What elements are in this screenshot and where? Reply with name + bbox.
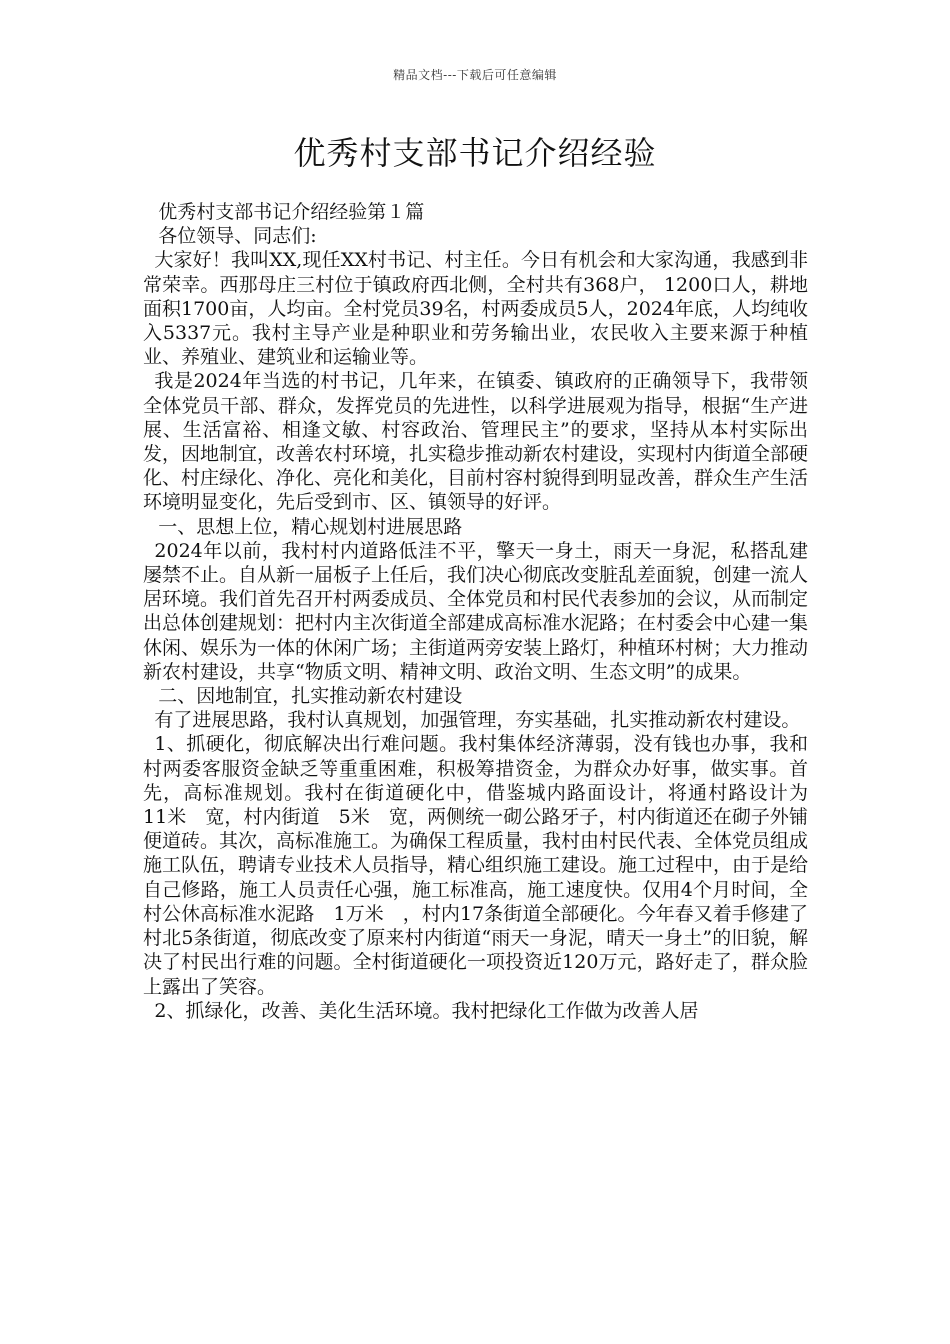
- paragraph: 我是2024年当选的村书记，几年来，在镇委、镇政府的正确领导下，我带领全体党员干部、群众，发挥党员的先进性，以科学进展观为指导，根据“生产进展、生活富裕、相逢文敏、村容政治、管理民主”的要求，坚持从本村实际出发，因地制宜，改善农村环境，扎实稳步推动新农村建设，实现村内街道全部硬化、村庄绿化、净化、亮化和美化，目前村容村貌得到明显改善，群众生产生活环境明显变化，先后受到市、区、镇领导的好评。: [143, 370, 809, 514]
- document-body: [143, 200, 828, 1023]
- paragraph: 1、抓硬化，彻底解决出行难问题。我村集体经济薄弱，没有钱也办事，我和村两委客服资金缺乏等重重困难，积极筹措资金，为群众办好事，做实事。首先，高标准规划。我村在街道硬化中，借鉴城内路面设计，将通村路设计为 11米 宽，村内街道 5米 宽，两侧统一砌公路牙子，村内街道还在砌子外铺便道砖。其次，高标准施工。为确保工程质量，我村由村民代表、全体党员组成施工队伍，聘请专业技术人员指导，精心组织施工建设。施工过程中，由于是给自己修路，施工人员责任心强，施工标准高，施工速度快。仅用4个月时间，全村公休高标准水泥路 1万米 ，村内17条街道全部硬化。今年春又着手修建了村北5条街道，彻底改变了原来村内街道“雨天一身泥，晴天一身土”的旧貌，解决了村民出行难的问题。全村街道硬化一项投资近120万元，路好走了，群众脸上露出了笑容。: [143, 733, 828, 998]
- header-note: 精品文档---下载后可任意编辑: [393, 68, 557, 82]
- document-title: 优秀村支部书记介绍经验: [293, 134, 657, 172]
- section-heading: 二、因地制宜，扎实推动新农村建设: [158, 685, 463, 708]
- paragraph: 大家好！我叫XX,现任XX村书记、村主任。今日有机会和大家沟通，我感到非常荣幸。西那母庄三村位于镇政府西北侧，全村共有368户， 1200口人，耕地面积1700亩，人均亩。全村党员39名，村两委成员5人，2024年底，人均纯收入5337元。我村主导产业是种职业和劳务输出业，农民收入主要来源于种植业、养殖业、建筑业和运输业等。: [143, 249, 808, 369]
- paragraph: 2024年以前，我村村内道路低洼不平，擎天一身土，雨天一身泥，私搭乱建屡禁不止。自从新一届板子上任后，我们决心彻底改变脏乱差面貌，创建一流人居环境。我们首先召开村两委成员、全体党员和村民代表参加的会议，从而制定出总体创建规划：把村内主次街道全部建成高标准水泥路；在村委会中心建一集休闲、娱乐为一体的休闲广场；主街道两旁安装上路灯，种植环村树；大力推动新农村建设，共享“物质文明、精神文明、政治文明、生态文明”的成果。: [143, 539, 809, 683]
- paragraph: 有了进展思路，我村认真规划，加强管理，夯实基础，扎实推动新农村建设。: [154, 709, 801, 732]
- paragraph: 2、抓绿化，改善、美化生活环境。我村把绿化工作做为改善人居: [154, 999, 699, 1022]
- section-heading: 一、思想上位，精心规划村进展思路: [158, 515, 463, 538]
- section-subtitle: 优秀村支部书记介绍经验第１篇: [158, 201, 425, 223]
- salutation: 各位领导、同志们:: [158, 225, 317, 248]
